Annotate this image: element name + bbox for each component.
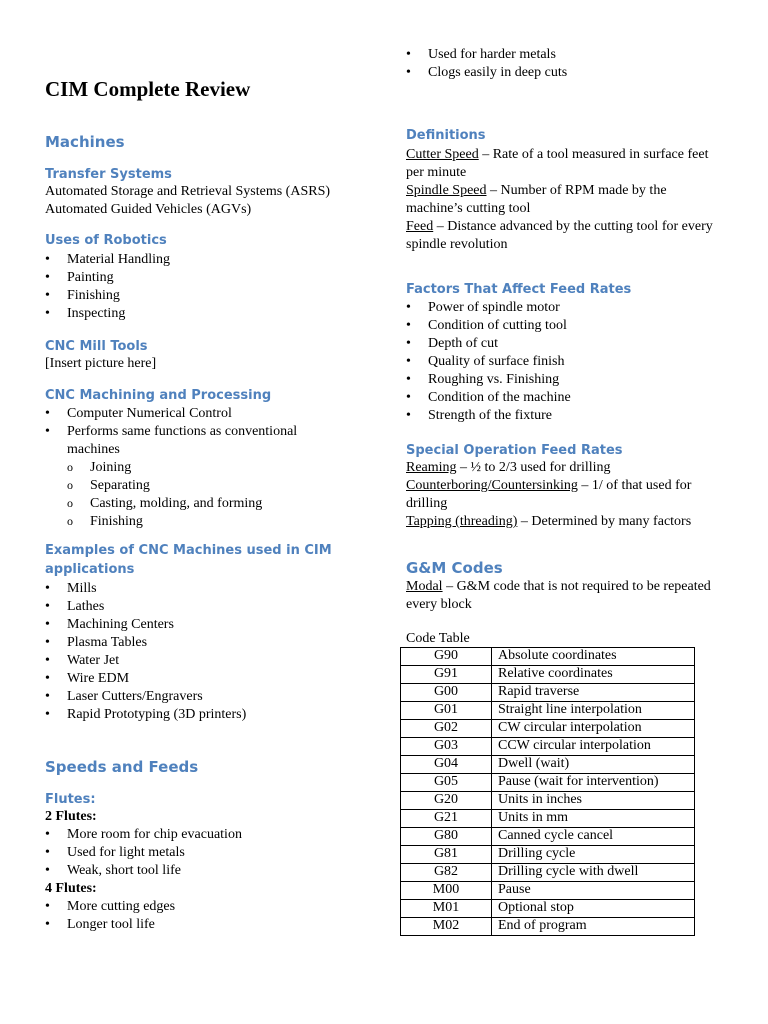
heading-feed-factors: Factors That Affect Feed Rates: [406, 282, 632, 297]
code-cell: G00: [401, 684, 492, 702]
list-item: • More cutting edges: [45, 898, 242, 916]
table-row: [401, 846, 695, 864]
table-row: [401, 882, 695, 900]
four-flutes-list-continued: [406, 46, 567, 82]
table-row: [401, 702, 695, 720]
code-cell: G01: [401, 702, 492, 720]
list-item: • Condition of the machine: [406, 389, 571, 407]
special-feed-item: [406, 459, 724, 477]
list-item: • Longer tool life: [45, 916, 242, 934]
list-item: [45, 423, 335, 531]
code-cell: G90: [401, 648, 492, 666]
description-cell: Pause (wait for intervention): [492, 774, 695, 792]
list-item: • Water Jet: [45, 652, 246, 670]
description-cell: Straight line interpolation: [492, 702, 695, 720]
list-item: • Computer Numerical Control: [45, 405, 335, 423]
heading-flutes: Flutes:: [45, 792, 96, 807]
special-feeds-block: [406, 459, 724, 531]
special-feed-term: Counterboring/Countersinking: [406, 478, 578, 493]
definition-item: [406, 218, 724, 254]
list-item-text: Performs same functions as conventional machines: [67, 424, 298, 457]
table-row: [401, 648, 695, 666]
heading-definitions: Definitions: [406, 128, 486, 143]
page-title: CIM Complete Review: [45, 77, 251, 101]
code-cell: G04: [401, 756, 492, 774]
sub-list-item: o Separating: [45, 477, 335, 495]
placeholder-text: [Insert picture here]: [45, 356, 157, 371]
definition-text: – Rate of a tool measured in surface feet per minute: [406, 147, 709, 180]
list-item: • Plasma Tables: [45, 634, 246, 652]
list-item: • Depth of cut: [406, 335, 571, 353]
definitions-block: [406, 146, 724, 254]
list-item: • Painting: [45, 269, 170, 287]
sub-list-item: o Finishing: [45, 513, 335, 531]
table-row: [401, 900, 695, 918]
table-row: [401, 756, 695, 774]
special-feed-text: – 1/ of that used for drilling: [406, 478, 692, 511]
code-table: [400, 647, 695, 936]
code-cell: M01: [401, 900, 492, 918]
heading-transfer-systems: Transfer Systems: [45, 167, 172, 182]
modal-term: Modal: [406, 579, 443, 594]
two-flutes-label: 2 Flutes:: [45, 809, 97, 824]
description-cell: Relative coordinates: [492, 666, 695, 684]
description-cell: Canned cycle cancel: [492, 828, 695, 846]
list-item: • Finishing: [45, 287, 170, 305]
heading-special-feeds: Special Operation Feed Rates: [406, 443, 623, 458]
list-item: • Strength of the fixture: [406, 407, 571, 425]
robotics-list: [45, 251, 170, 323]
transfer-line: Automated Guided Vehicles (AGVs): [45, 202, 252, 217]
list-item: • Wire EDM: [45, 670, 246, 688]
heading-gm-codes: G&M Codes: [406, 559, 503, 577]
mill-tools-text: [45, 355, 156, 373]
examples-list: [45, 580, 246, 724]
list-item: • Laser Cutters/Engravers: [45, 688, 246, 706]
code-cell: G80: [401, 828, 492, 846]
list-item: • Used for harder metals: [406, 46, 567, 64]
list-item: • Power of spindle motor: [406, 299, 571, 317]
table-row: [401, 792, 695, 810]
feed-factors-list: [406, 299, 571, 425]
list-item: • Material Handling: [45, 251, 170, 269]
list-item: • Rapid Prototyping (3D printers): [45, 706, 246, 724]
definition-text: – Number of RPM made by the machine’s cutting tool: [406, 183, 667, 216]
code-cell: G82: [401, 864, 492, 882]
heading-uses-of-robotics: Uses of Robotics: [45, 233, 167, 248]
description-cell: Pause: [492, 882, 695, 900]
list-item: • Machining Centers: [45, 616, 246, 634]
list-item: • Roughing vs. Finishing: [406, 371, 571, 389]
list-item: • Inspecting: [45, 305, 170, 323]
special-feed-term: Reaming: [406, 460, 457, 475]
description-cell: Units in mm: [492, 810, 695, 828]
list-item: • Used for light metals: [45, 844, 242, 862]
flutes-block: [45, 808, 242, 934]
table-row: [401, 720, 695, 738]
code-cell: M02: [401, 918, 492, 936]
list-item: • Lathes: [45, 598, 246, 616]
table-row: [401, 738, 695, 756]
special-feed-item: [406, 513, 724, 531]
list-item: • Quality of surface finish: [406, 353, 571, 371]
list-item: • Clogs easily in deep cuts: [406, 64, 567, 82]
description-cell: Optional stop: [492, 900, 695, 918]
sub-list-item: o Casting, molding, and forming: [45, 495, 335, 513]
heading-machines: Machines: [45, 133, 125, 151]
modal-item: [406, 578, 716, 614]
definition-item: [406, 146, 724, 182]
four-flutes-list-continued-wrap: [406, 46, 567, 82]
code-cell: G03: [401, 738, 492, 756]
processing-list-wrap: [45, 405, 335, 531]
code-cell: G81: [401, 846, 492, 864]
code-cell: M00: [401, 882, 492, 900]
description-cell: Units in inches: [492, 792, 695, 810]
definition-text: – Distance advanced by the cutting tool for every spindle revolution: [406, 219, 713, 252]
description-cell: Drilling cycle: [492, 846, 695, 864]
description-cell: CW circular interpolation: [492, 720, 695, 738]
table-row: [401, 666, 695, 684]
heading-cnc-processing: CNC Machining and Processing: [45, 388, 272, 403]
transfer-systems-text: [45, 183, 330, 219]
heading-cnc-mill-tools: CNC Mill Tools: [45, 339, 148, 354]
table-row: [401, 684, 695, 702]
special-feed-text: – Determined by many factors: [517, 514, 692, 529]
transfer-line: Automated Storage and Retrieval Systems (ASRS): [45, 184, 331, 199]
code-cell: G02: [401, 720, 492, 738]
four-flutes-label: 4 Flutes:: [45, 881, 97, 896]
heading-speeds-and-feeds: Speeds and Feeds: [45, 758, 199, 776]
code-cell: G05: [401, 774, 492, 792]
examples-list-wrap: [45, 580, 246, 724]
two-flutes-list: [45, 826, 242, 880]
code-table-label: Code Table: [406, 631, 470, 646]
processing-list: [45, 405, 335, 531]
table-row: [401, 864, 695, 882]
description-cell: End of program: [492, 918, 695, 936]
table-row: [401, 918, 695, 936]
description-cell: Absolute coordinates: [492, 648, 695, 666]
description-cell: Rapid traverse: [492, 684, 695, 702]
description-cell: Drilling cycle with dwell: [492, 864, 695, 882]
special-feed-term: Tapping (threading): [406, 514, 518, 529]
code-cell: G91: [401, 666, 492, 684]
feed-factors-wrap: [406, 299, 571, 425]
code-cell: G21: [401, 810, 492, 828]
list-item: • Mills: [45, 580, 246, 598]
table-row: [401, 810, 695, 828]
description-cell: CCW circular interpolation: [492, 738, 695, 756]
description-cell: Dwell (wait): [492, 756, 695, 774]
modal-text: – G&M code that is not required to be repeated every block: [406, 579, 711, 612]
special-feed-text: – ½ to 2/3 used for drilling: [456, 460, 611, 475]
list-item: • Weak, short tool life: [45, 862, 242, 880]
modal-definition: [406, 578, 716, 614]
list-item: • More room for chip evacuation: [45, 826, 242, 844]
processing-sublist: [45, 459, 335, 531]
special-feed-item: [406, 477, 724, 513]
definition-term: Feed: [406, 219, 434, 234]
definition-item: [406, 182, 724, 218]
heading-cnc-examples: Examples of CNC Machines used in CIM applications: [45, 543, 332, 577]
list-item: • Condition of cutting tool: [406, 317, 571, 335]
four-flutes-list: [45, 898, 242, 934]
table-row: [401, 828, 695, 846]
table-row: [401, 774, 695, 792]
definition-term: Cutter Speed: [406, 147, 479, 162]
robotics-list-wrap: [45, 251, 170, 323]
definition-term: Spindle Speed: [406, 183, 487, 198]
sub-list-item: o Joining: [45, 459, 335, 477]
code-cell: G20: [401, 792, 492, 810]
